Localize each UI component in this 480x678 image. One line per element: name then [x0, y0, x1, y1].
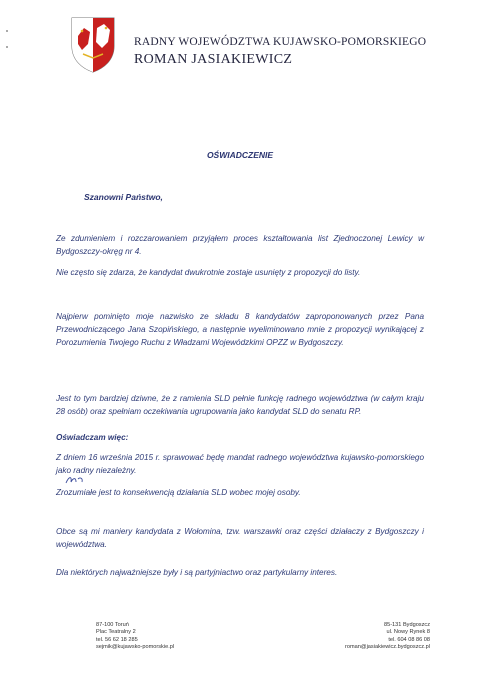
footer-line: tel. 56 62 18 285	[96, 636, 138, 643]
paragraph: Nie często się zdarza, że kandydat dwukrotnie zostaje usunięty z propozycji do listy.	[56, 268, 361, 277]
paragraph-declaration: Oświadczam więc:	[56, 433, 129, 442]
paragraph: Jest to tym bardziej dziwne, że z ramienia SLD pełnie funkcję radnego województwa (w całym kraju 28 osób) oraz spełniam oczekiwania ugrupowania jako kandydat SLD do senatu RP.	[56, 394, 424, 416]
paragraph: Z dniem 16 września 2015 r. sprawować będę mandat radnego województwa kujawsko-pomorskiego jako radny niezależny.	[56, 453, 424, 475]
header-councillor-title: RADNY WOJEWÓDZTWA KUJAWSKO-POMORSKIEGO	[134, 36, 427, 48]
footer-left-address	[96, 622, 186, 652]
paragraph: Dla niektórych najważniejsze były i są partyjniactwo oraz partykularny interes.	[56, 568, 338, 577]
footer-line: roman@jasiakiewicz.bydgoszcz.pl	[345, 644, 430, 651]
coat-of-arms-logo	[66, 14, 120, 74]
footer-line: tel. 604 08 86 08	[388, 636, 430, 643]
footer-line: ul. Nowy Rynek 8	[386, 629, 430, 636]
footer-line: Plac Teatralny 2	[96, 629, 136, 636]
salutation: Szanowni Państwo,	[84, 192, 163, 202]
paragraph: Najpierw pominięto moje nazwisko ze składu 8 kandydatów zaproponowanych przez Pana Przewodniczącego Jana Szopińskiego, a następnie wyeliminowano mnie z propozycji wynikającej z Porozumienia Twojego Ruchu z Władzami Wojewódzkimi OPZZ w Bydgoszczy.	[56, 312, 424, 347]
footer-line: 87-100 Toruń	[96, 622, 129, 628]
scan-speck	[6, 46, 8, 48]
footer-right-address	[280, 622, 430, 652]
paragraph: Zrozumiałe jest to konsekwencją działania SLD wobec mojej osoby.	[56, 488, 301, 497]
scan-speck	[6, 30, 8, 32]
footer-line: sejmik@kujawsko-pomorskie.pl	[96, 644, 175, 651]
header-councillor-name: ROMAN JASIAKIEWICZ	[134, 52, 293, 67]
footer-line: 85-131 Bydgoszcz	[383, 622, 430, 628]
document-title: OŚWIADCZENIE	[206, 150, 274, 160]
paragraph: Obce są mi maniery kandydata z Wołomina, tzw. warszawki oraz części działaczy z Bydgoszczy i województwa.	[56, 527, 424, 549]
handwritten-initials	[64, 474, 86, 486]
paragraph: Ze zdumieniem i rozczarowaniem przyjąłem proces kształtowania list Zjednoczonej Lewicy w Bydgoszczy-okręg nr 4.	[56, 234, 424, 256]
